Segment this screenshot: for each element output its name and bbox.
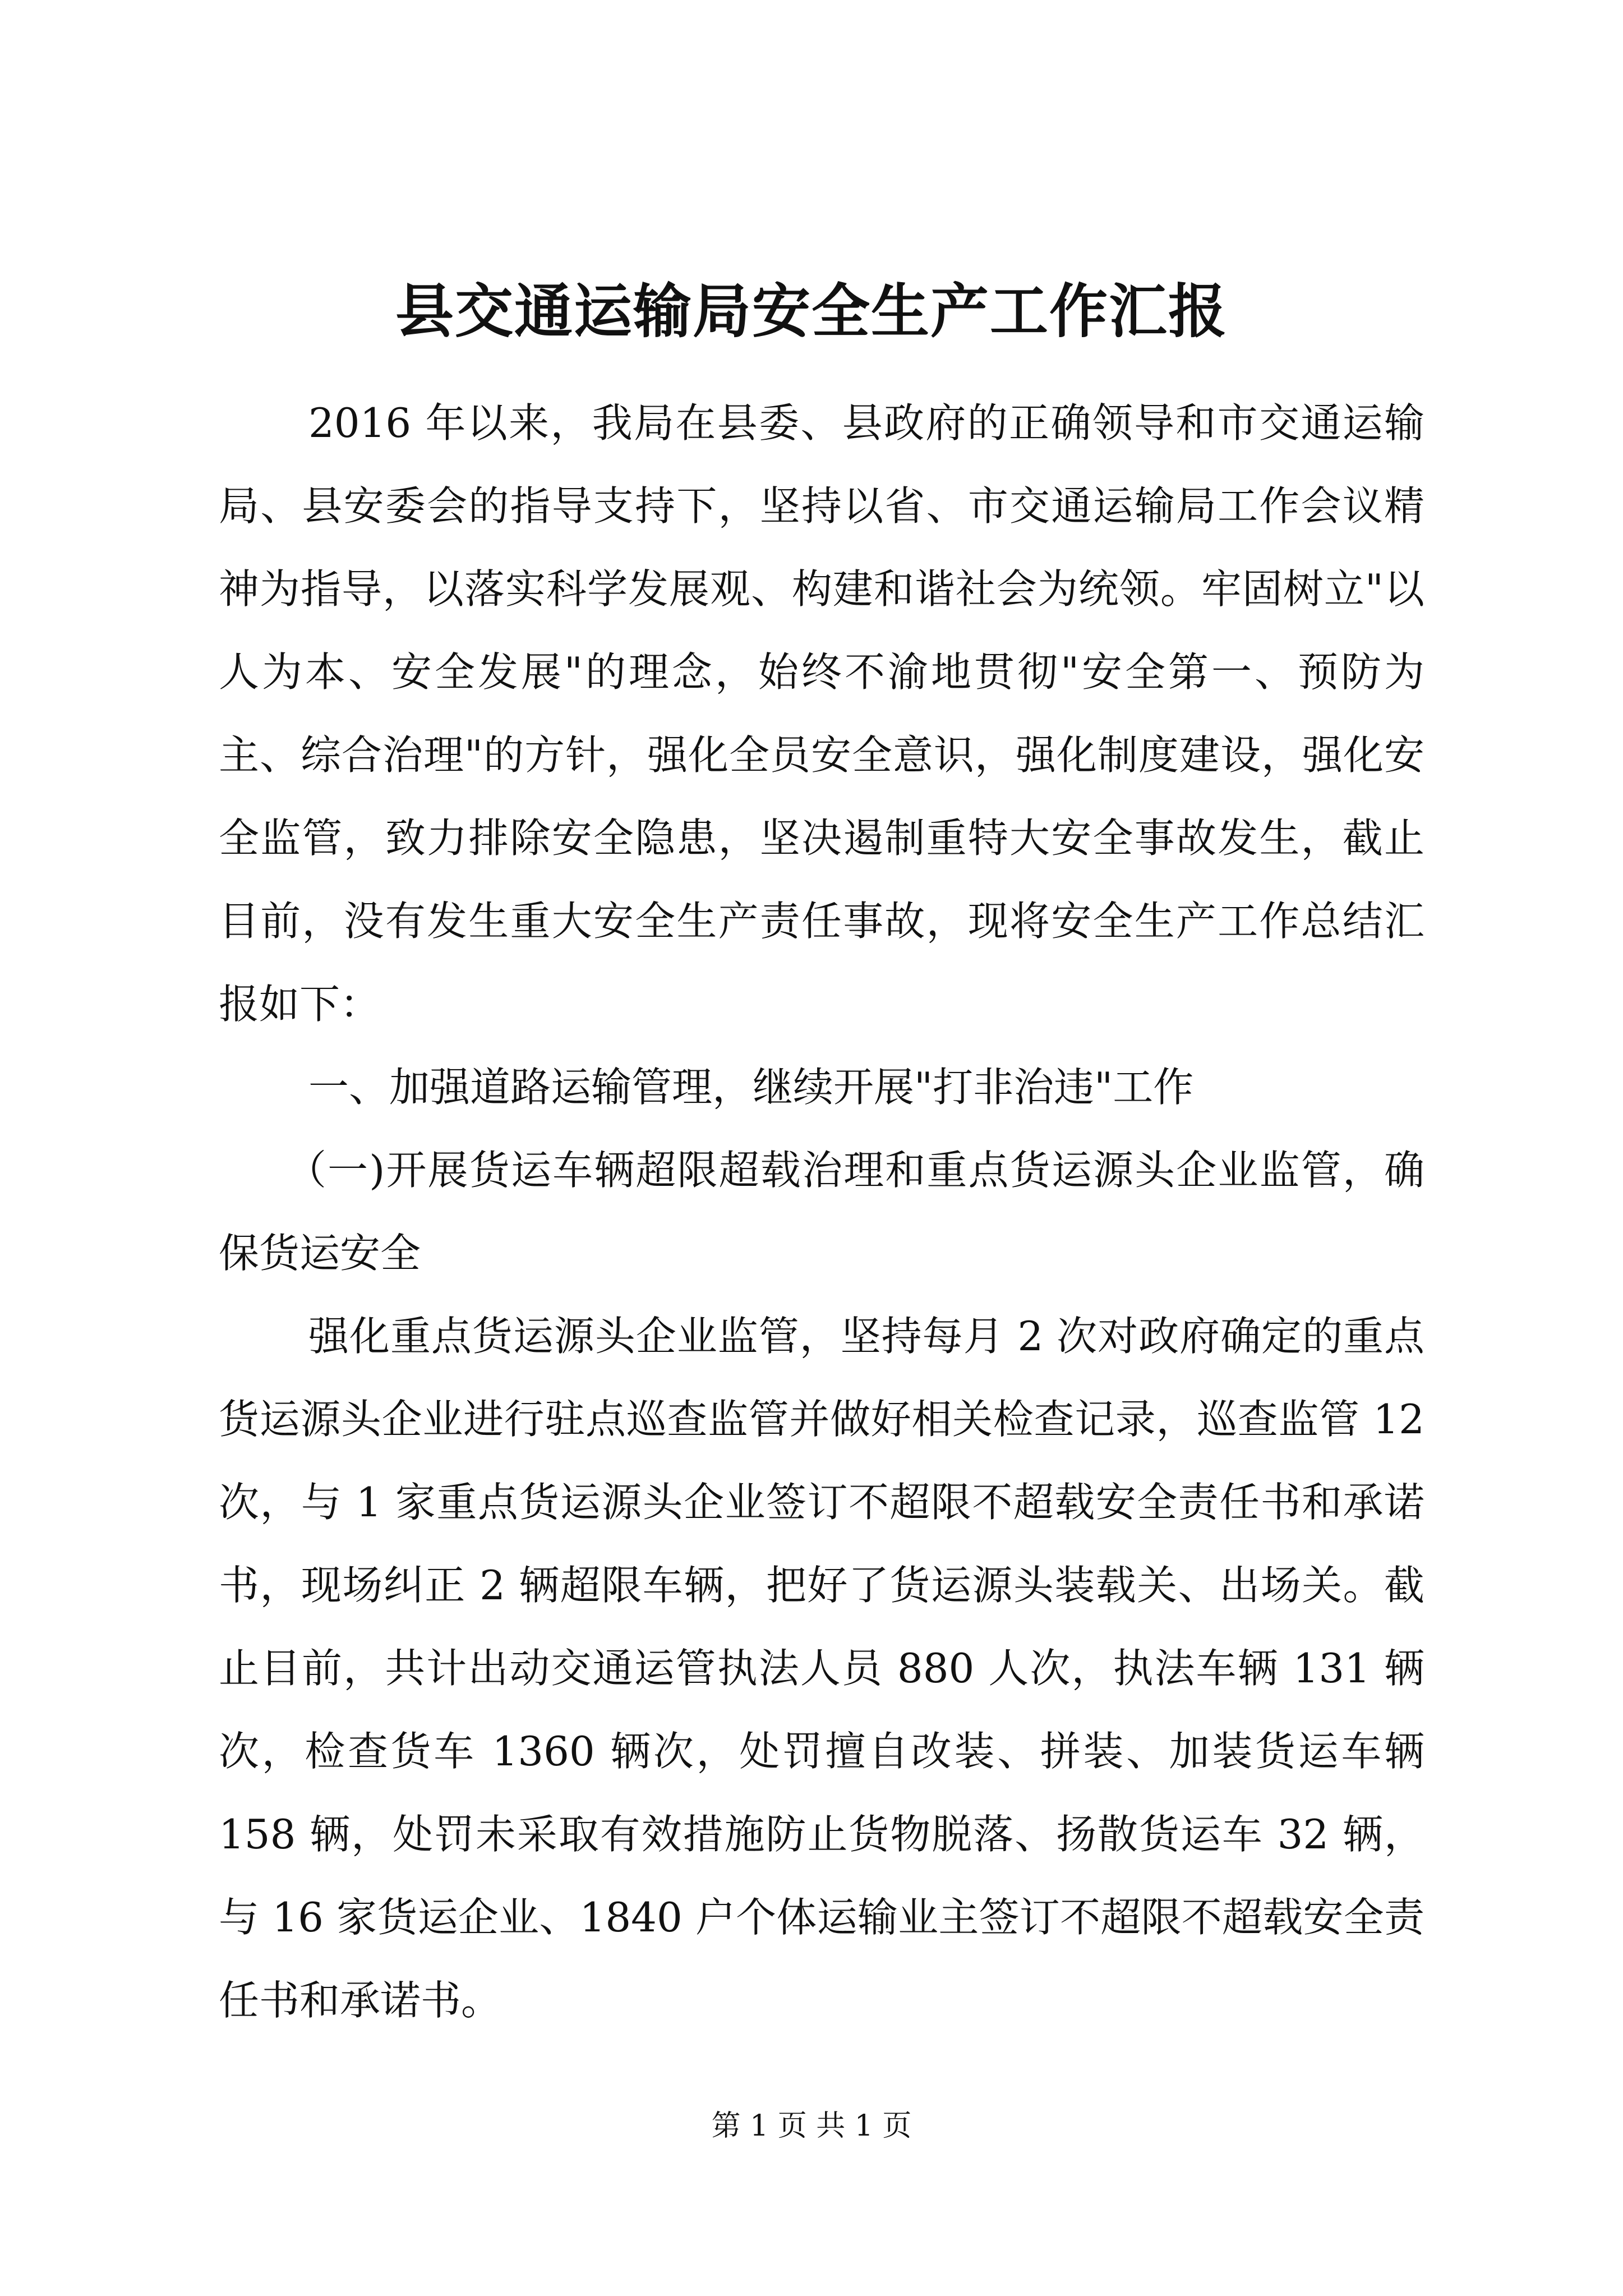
- section-heading-1: 一、加强道路运输管理，继续开展"打非治违"工作: [308, 1064, 1194, 1111]
- subsection-heading-1: （一)开展货运车辆超限超载治理和重点货运源头企业监管，确保货运安全: [219, 1147, 1424, 1277]
- intro-paragraph: 2016 年以来，我局在县委、县政府的正确领导和市交通运输局、县安委会的指导支持下，坚持以省、市交通运输局工作会议精神为指导，以落实科学发展观、构建和谐社会为统领。牢固树立"以人为本、安全发展"的理念，始终不渝地贯彻"安全第一、预防为主、综合治理"的方针，强化全员安全意识，强化制度建设，强化安全监管，致力排除安全隐患，坚决遏制重特大安全事故发生，截止目前，没有发生重大安全生产责任事故，现将安全生产工作总结汇报如下：: [219, 399, 1424, 1028]
- body-paragraph-1: 强化重点货运源头企业监管，坚持每月 2 次对政府确定的重点货运源头企业进行驻点巡查监管并做好相关检查记录，巡查监管 12 次，与 1 家重点货运源头企业签订不超限不超载安全责任书和承诺书，现场纠正 2 辆超限车辆，把好了货运源头装载关、出场关。截止目前，共计出动交通运管执法人员 880 人次，执法车辆 131 辆次，检查货车 1360 辆次，处罚擅自改装、拼装、加装货运车辆 158 辆，处罚未采取有效措施防止货物脱落、扬散货运车 32 辆，与 16 家货运企业、1840 户个体运输业主签订不超限不超载安全责任书和承诺书。: [219, 1313, 1424, 2024]
- document-body: [219, 381, 1424, 2042]
- document-title: 县交通运输局安全生产工作汇报: [395, 277, 1228, 346]
- page-number-label: 第 1 页 共 1 页: [711, 2109, 912, 2143]
- page-footer: [0, 2106, 1623, 2146]
